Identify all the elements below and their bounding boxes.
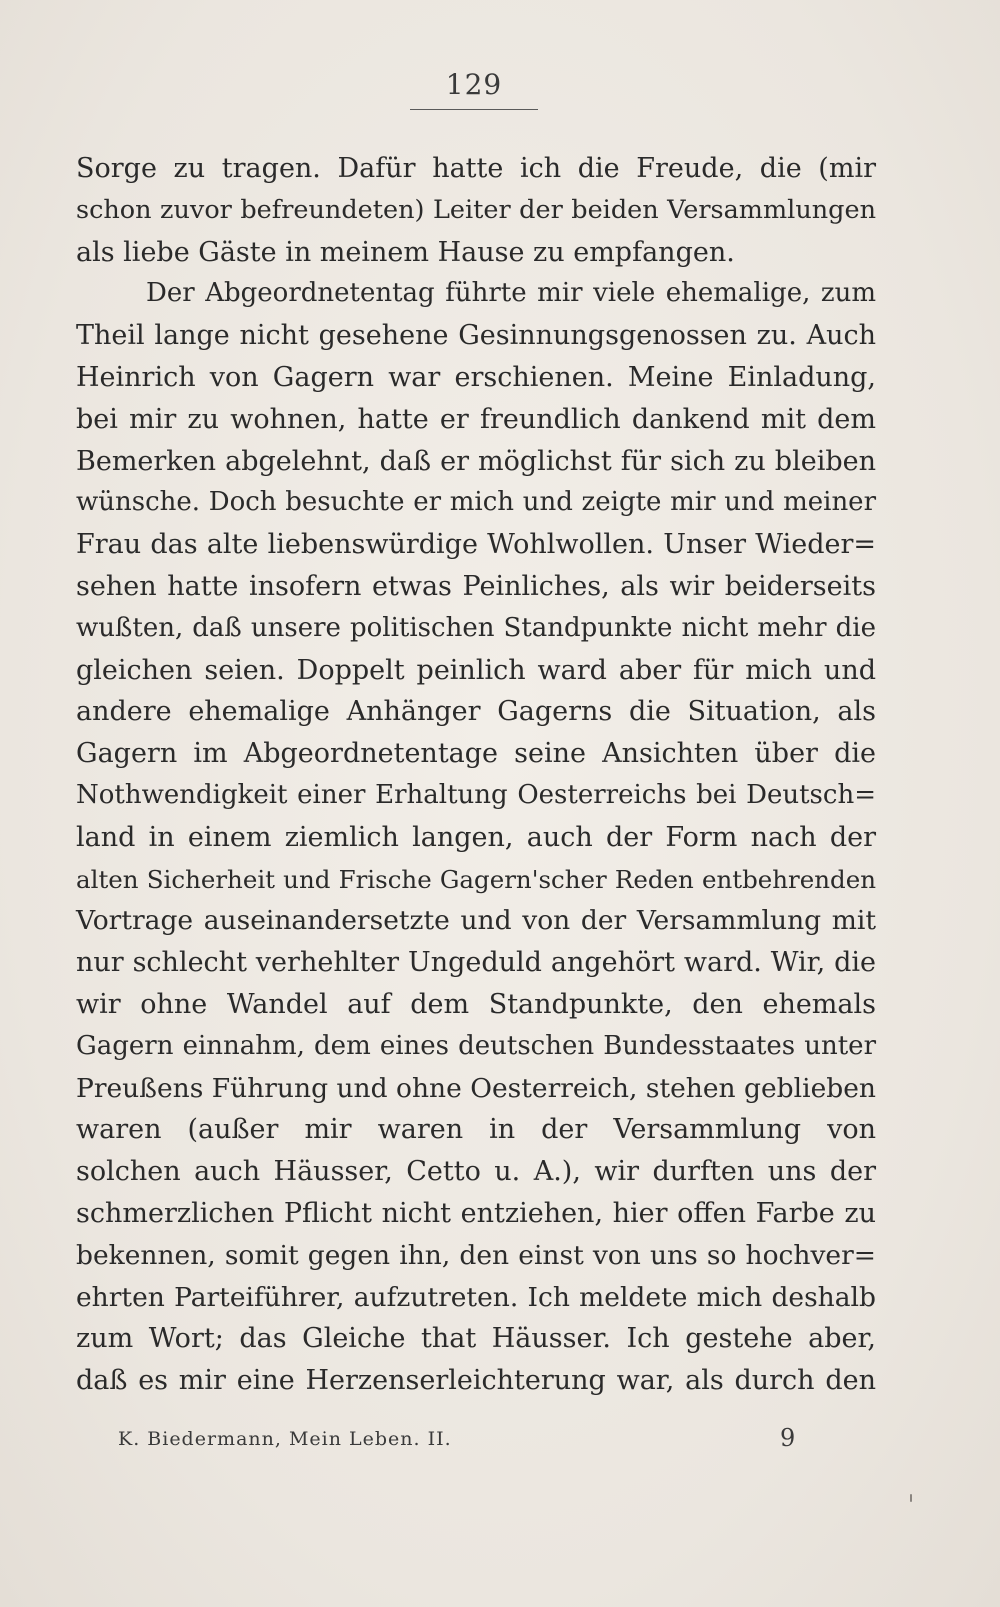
text-line: schmerzlichen Pflicht nicht entziehen, hier offen Farbe zu bbox=[76, 1197, 876, 1229]
text-line: Frau das alte liebenswürdige Wohlwollen. Unser Wieder= bbox=[76, 529, 876, 561]
text-line: Gagern im Abgeordnetentage seine Ansichten über die bbox=[76, 738, 876, 770]
text-line: daß es mir eine Herzenserleichterung war, als durch den bbox=[76, 1365, 876, 1397]
text-line: zum Wort; das Gleiche that Häusser. Ich gestehe aber, bbox=[76, 1323, 876, 1355]
page-number: 129 bbox=[445, 68, 503, 101]
text-line: bei mir zu wohnen, hatte er freundlich dankend mit dem bbox=[76, 403, 876, 435]
text-line: alten Sicherheit und Frische Gagern'scher Reden entbehrenden bbox=[76, 864, 876, 894]
text-line: Der Abgeordnetentag führte mir viele ehemalige, zum bbox=[146, 278, 876, 309]
header-rule bbox=[410, 109, 538, 110]
text-line: andere ehemalige Anhänger Gagerns die Situation, als bbox=[76, 696, 876, 728]
text-line: wir ohne Wandel auf dem Standpunkte, den ehemals bbox=[76, 988, 876, 1020]
text-line: Gagern einnahm, dem eines deutschen Bundesstaates unter bbox=[76, 1030, 876, 1061]
text-line: Heinrich von Gagern war erschienen. Meine Einladung, bbox=[76, 361, 876, 393]
sheet-signature-mark: 9 bbox=[780, 1424, 796, 1452]
text-line: solchen auch Häusser, Cetto u. A.), wir durften uns der bbox=[76, 1156, 876, 1188]
text-line: land in einem ziemlich langen, auch der Form nach der bbox=[76, 821, 876, 853]
body-text bbox=[76, 148, 876, 1402]
text-line: Vortrage auseinandersetzte und von der Versammlung mit bbox=[76, 905, 876, 937]
text-line: wußten, daß unsere politischen Standpunkte nicht mehr die bbox=[76, 612, 876, 643]
text-line: wünsche. Doch besuchte er mich und zeigte mir und meiner bbox=[76, 487, 876, 518]
text-line: Nothwendigkeit einer Erhaltung Oesterreichs bei Deutsch= bbox=[76, 779, 876, 810]
text-line: gleichen seien. Doppelt peinlich ward aber für mich und bbox=[76, 654, 876, 686]
text-line: als liebe Gäste in meinem Hause zu empfangen. bbox=[76, 236, 735, 268]
footer-signature: K. Biedermann, Mein Leben. II. bbox=[118, 1428, 452, 1450]
text-line: bekennen, somit gegen ihn, den einst von uns so hochver= bbox=[76, 1239, 876, 1271]
text-line: waren (außer mir waren in der Versammlung von bbox=[76, 1114, 876, 1146]
paper-speck bbox=[910, 1494, 912, 1502]
text-line: nur schlecht verhehlter Ungeduld angehört ward. Wir, die bbox=[76, 947, 876, 979]
text-line: Theil lange nicht gesehene Gesinnungsgenossen zu. Auch bbox=[76, 320, 876, 352]
text-line: Preußens Führung und ohne Oesterreich, stehen geblieben bbox=[76, 1072, 876, 1104]
text-line: sehen hatte insofern etwas Peinliches, als wir beiderseits bbox=[76, 570, 876, 602]
text-line: ehrten Parteiführer, aufzutreten. Ich meldete mich deshalb bbox=[76, 1281, 876, 1313]
text-line: Sorge zu tragen. Dafür hatte ich die Freude, die (mir bbox=[76, 153, 876, 184]
text-line: schon zuvor befreundeten) Leiter der beiden Versammlungen bbox=[76, 194, 876, 225]
text-line: Bemerken abgelehnt, daß er möglichst für sich zu bleiben bbox=[76, 445, 876, 477]
